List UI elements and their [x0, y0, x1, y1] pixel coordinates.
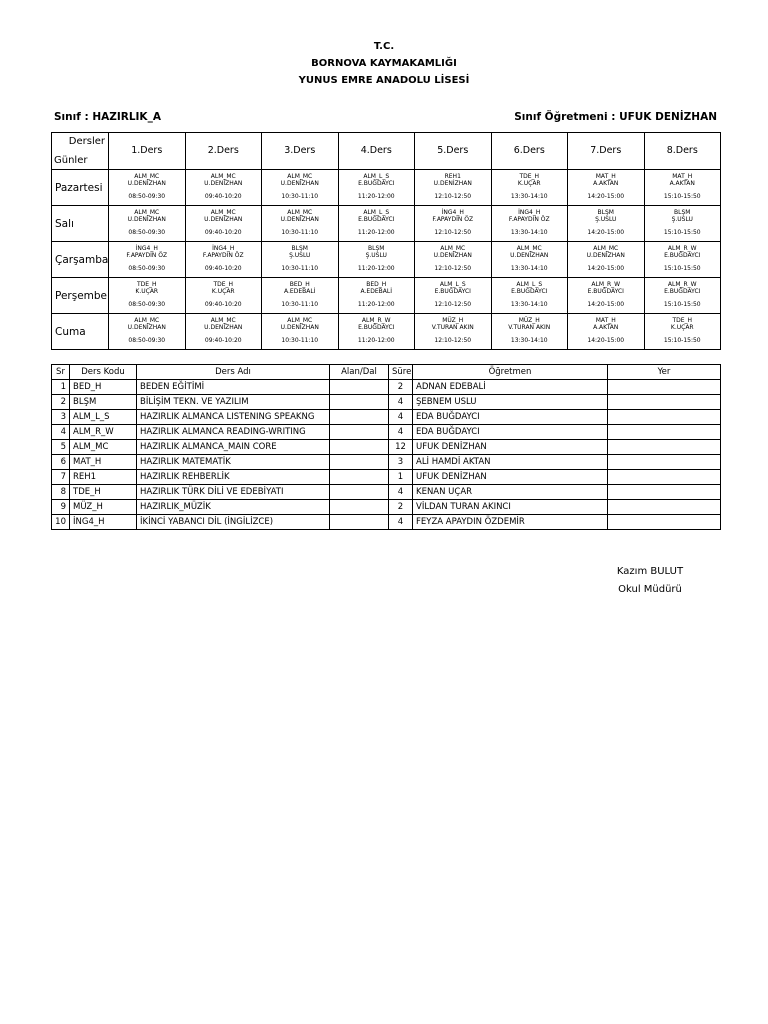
lesson-cell: [262, 278, 339, 314]
lesson-time: 09:40-10:20: [204, 193, 242, 200]
lesson-cell: [185, 206, 262, 242]
course-row: [52, 455, 721, 470]
lesson-time: 08:50-09:30: [128, 301, 166, 308]
lesson-teacher: U.DENİZHAN: [204, 216, 243, 223]
course-sr: 9: [52, 500, 70, 515]
course-duration: 4: [389, 515, 413, 530]
lesson-time: 13:30-14:10: [510, 301, 548, 308]
lesson-time: 08:50-09:30: [128, 193, 166, 200]
course-place: [608, 455, 721, 470]
lesson-teacher: A.AKTAN: [593, 180, 619, 187]
course-code: İNG4_H: [70, 515, 137, 530]
lesson-time: 14:20-15:00: [587, 301, 625, 308]
lesson-cell: [415, 206, 492, 242]
lesson-code: BED_H: [366, 281, 387, 288]
lesson-code: BED_H: [289, 281, 310, 288]
course-place: [608, 410, 721, 425]
lesson-cell: [338, 314, 415, 350]
lesson-cell: [644, 206, 721, 242]
course-name: HAZIRLIK ALMANCA READING-WRITING: [137, 425, 330, 440]
course-header-cell: Ders Adı: [137, 365, 330, 380]
period-header: 7.Ders: [568, 133, 645, 170]
lesson-code: ALM_R_W: [591, 281, 621, 288]
course-header-cell: Süre: [389, 365, 413, 380]
course-name: BİLİŞİM TEKN. VE YAZILIM: [137, 395, 330, 410]
lesson-time: 10:30-11:10: [281, 301, 319, 308]
course-sr: 3: [52, 410, 70, 425]
lesson-code: ALM_MC: [593, 245, 619, 252]
course-place: [608, 395, 721, 410]
course-code: ALM_R_W: [70, 425, 137, 440]
lesson-code: MÜZ_H: [442, 317, 464, 324]
lesson-time: 09:40-10:20: [204, 265, 242, 272]
lesson-code: ALM_MC: [210, 209, 236, 216]
lesson-code: TDE_H: [672, 317, 693, 324]
lesson-cell: [415, 278, 492, 314]
lesson-teacher: Ş.USLU: [365, 252, 387, 259]
course-header-cell: Yer: [608, 365, 721, 380]
course-sr: 6: [52, 455, 70, 470]
course-row: [52, 395, 721, 410]
course-place: [608, 380, 721, 395]
lesson-code: İNG4_H: [441, 209, 464, 216]
course-teacher: EDA BUĞDAYCI: [413, 425, 608, 440]
lesson-cell: [109, 206, 186, 242]
class-name: Sınıf : HAZIRLIK_A: [54, 111, 161, 123]
course-teacher: ADNAN EDEBALİ: [413, 380, 608, 395]
lesson-teacher: E.BUĞDAYCI: [511, 288, 548, 295]
course-place: [608, 500, 721, 515]
lesson-time: 11:20-12:00: [357, 337, 395, 344]
lesson-teacher: U.DENİZHAN: [510, 252, 549, 259]
lesson-teacher: E.BUĞDAYCI: [434, 288, 471, 295]
lesson-code: BLŞM: [597, 209, 614, 216]
course-code: MAT_H: [70, 455, 137, 470]
lesson-time: 15:10-15:50: [663, 337, 701, 344]
course-duration: 4: [389, 410, 413, 425]
lesson-teacher: V.TURAN AKIN: [431, 324, 474, 331]
lesson-time: 10:30-11:10: [281, 265, 319, 272]
lesson-code: ALM_L_S: [363, 209, 390, 216]
lesson-cell: [415, 314, 492, 350]
course-teacher: EDA BUĞDAYCI: [413, 410, 608, 425]
lesson-time: 09:40-10:20: [204, 301, 242, 308]
lesson-cell: [568, 206, 645, 242]
course-name: HAZIRLIK TÜRK DİLİ VE EDEBİYATI: [137, 485, 330, 500]
lesson-teacher: A.AKTAN: [669, 180, 695, 187]
corner-days-label: Günler: [54, 155, 88, 166]
header-tc: T.C.: [373, 41, 395, 52]
course-field: [330, 395, 389, 410]
lesson-code: ALM_MC: [516, 245, 542, 252]
day-name: Çarşamba: [52, 242, 109, 278]
course-code: REH1: [70, 470, 137, 485]
course-name: HAZIRLIK ALMANCA_MAIN CORE: [137, 440, 330, 455]
period-header: 2.Ders: [185, 133, 262, 170]
course-row: [52, 515, 721, 530]
lesson-code: İNG4_H: [212, 245, 235, 252]
course-row: [52, 410, 721, 425]
lesson-code: ALM_R_W: [361, 317, 391, 324]
course-name: HAZIRLIK_MÜZİK: [137, 500, 330, 515]
lesson-time: 12:10-12:50: [434, 229, 472, 236]
timetable: [51, 132, 721, 350]
lesson-time: 10:30-11:10: [281, 193, 319, 200]
lesson-teacher: U.DENİZHAN: [127, 216, 166, 223]
course-row: [52, 425, 721, 440]
lesson-teacher: Ş.USLU: [671, 216, 693, 223]
lesson-teacher: U.DENİZHAN: [280, 324, 319, 331]
lesson-teacher: E.BUĞDAYCI: [358, 216, 395, 223]
lesson-code: ALM_MC: [134, 209, 160, 216]
course-sr: 4: [52, 425, 70, 440]
lesson-cell: [568, 314, 645, 350]
lesson-time: 08:50-09:30: [128, 337, 166, 344]
course-table: [51, 364, 721, 530]
course-duration: 4: [389, 425, 413, 440]
course-row: [52, 500, 721, 515]
lesson-cell: [644, 242, 721, 278]
lesson-cell: [338, 170, 415, 206]
lesson-code: ALM_MC: [134, 173, 160, 180]
lesson-time: 15:10-15:50: [663, 265, 701, 272]
course-sr: 1: [52, 380, 70, 395]
lesson-teacher: V.TURAN AKIN: [508, 324, 551, 331]
period-header: 5.Ders: [415, 133, 492, 170]
lesson-teacher: F.APAYDIN ÖZ: [202, 252, 244, 259]
lesson-teacher: K.UÇAR: [517, 180, 541, 187]
lesson-cell: [338, 206, 415, 242]
lesson-time: 14:20-15:00: [587, 229, 625, 236]
course-sr: 10: [52, 515, 70, 530]
course-duration: 4: [389, 395, 413, 410]
course-header-cell: Öğretmen: [413, 365, 608, 380]
lesson-time: 10:30-11:10: [281, 229, 319, 236]
course-header-cell: Ders Kodu: [70, 365, 137, 380]
lesson-teacher: U.DENİZHAN: [204, 324, 243, 331]
course-duration: 12: [389, 440, 413, 455]
corner-lessons-label: Dersler: [68, 136, 105, 147]
lesson-cell: [185, 242, 262, 278]
lesson-teacher: U.DENİZHAN: [280, 180, 319, 187]
lesson-time: 12:10-12:50: [434, 265, 472, 272]
course-name: HAZIRLIK REHBERLİK: [137, 470, 330, 485]
lesson-cell: [262, 242, 339, 278]
lesson-code: REH1: [444, 173, 461, 180]
lesson-teacher: E.BUĞDAYCI: [664, 252, 701, 259]
course-code: TDE_H: [70, 485, 137, 500]
course-table-header: [52, 365, 721, 380]
lesson-cell: [109, 314, 186, 350]
day-name: Pazartesi: [52, 170, 109, 206]
lesson-teacher: E.BUĞDAYCI: [587, 288, 624, 295]
course-field: [330, 380, 389, 395]
course-field: [330, 515, 389, 530]
day-name: Salı: [52, 206, 109, 242]
course-duration: 1: [389, 470, 413, 485]
course-place: [608, 515, 721, 530]
lesson-cell: [262, 314, 339, 350]
course-place: [608, 440, 721, 455]
course-row: [52, 470, 721, 485]
lesson-cell: [338, 242, 415, 278]
lesson-cell: [415, 170, 492, 206]
day-row: [52, 170, 721, 206]
course-teacher: UFUK DENİZHAN: [413, 440, 608, 455]
timetable-corner: [52, 133, 109, 170]
lesson-cell: [491, 278, 568, 314]
lesson-cell: [491, 242, 568, 278]
lesson-cell: [185, 170, 262, 206]
lesson-time: 13:30-14:10: [510, 265, 548, 272]
lesson-time: 11:20-12:00: [357, 229, 395, 236]
lesson-teacher: F.APAYDIN ÖZ: [432, 216, 474, 223]
course-field: [330, 440, 389, 455]
lesson-code: TDE_H: [136, 281, 157, 288]
course-row: [52, 380, 721, 395]
lesson-time: 15:10-15:50: [663, 193, 701, 200]
lesson-time: 15:10-15:50: [663, 301, 701, 308]
course-name: İKİNCİ YABANCI DİL (İNGİLİZCE): [137, 515, 330, 530]
period-header: 8.Ders: [644, 133, 721, 170]
course-sr: 5: [52, 440, 70, 455]
lesson-code: ALM_MC: [210, 173, 236, 180]
course-field: [330, 500, 389, 515]
lesson-time: 09:40-10:20: [204, 337, 242, 344]
lesson-teacher: U.DENİZHAN: [280, 216, 319, 223]
lesson-code: ALM_MC: [134, 317, 160, 324]
day-name: Cuma: [52, 314, 109, 350]
lesson-teacher: U.DENİZHAN: [127, 180, 166, 187]
class-teacher: Sınıf Öğretmeni : UFUK DENİZHAN: [514, 111, 717, 123]
course-code: BLŞM: [70, 395, 137, 410]
lesson-cell: [109, 242, 186, 278]
day-row: [52, 314, 721, 350]
course-row: [52, 440, 721, 455]
lesson-time: 13:30-14:10: [510, 337, 548, 344]
lesson-teacher: A.EDEBALİ: [360, 288, 392, 295]
course-code: BED_H: [70, 380, 137, 395]
period-header: 3.Ders: [262, 133, 339, 170]
lesson-cell: [415, 242, 492, 278]
course-duration: 4: [389, 485, 413, 500]
lesson-cell: [644, 314, 721, 350]
lesson-cell: [491, 206, 568, 242]
lesson-teacher: F.APAYDIN ÖZ: [126, 252, 168, 259]
lesson-time: 12:10-12:50: [434, 301, 472, 308]
lesson-teacher: Ş.USLU: [289, 252, 311, 259]
lesson-teacher: K.UÇAR: [135, 288, 159, 295]
lesson-code: MÜZ_H: [518, 317, 540, 324]
lesson-teacher: U.DENİZHAN: [586, 252, 625, 259]
lesson-teacher: E.BUĞDAYCI: [664, 288, 701, 295]
period-header: 6.Ders: [491, 133, 568, 170]
day-row: [52, 278, 721, 314]
lesson-time: 13:30-14:10: [510, 193, 548, 200]
course-duration: 2: [389, 380, 413, 395]
lesson-teacher: K.UÇAR: [670, 324, 694, 331]
principal-name: Kazım BULUT: [616, 566, 684, 577]
course-header-cell: Alan/Dal: [330, 365, 389, 380]
lesson-code: ALM_R_W: [667, 245, 697, 252]
lesson-time: 15:10-15:50: [663, 229, 701, 236]
course-duration: 3: [389, 455, 413, 470]
lesson-code: ALM_MC: [287, 317, 313, 324]
lesson-code: TDE_H: [213, 281, 234, 288]
lesson-code: ALM_L_S: [363, 173, 390, 180]
course-place: [608, 485, 721, 500]
lesson-time: 14:20-15:00: [587, 337, 625, 344]
course-field: [330, 425, 389, 440]
lesson-code: TDE_H: [519, 173, 540, 180]
lesson-code: ALM_R_W: [667, 281, 697, 288]
course-place: [608, 470, 721, 485]
lesson-time: 11:20-12:00: [357, 265, 395, 272]
course-teacher: UFUK DENİZHAN: [413, 470, 608, 485]
course-field: [330, 410, 389, 425]
course-field: [330, 455, 389, 470]
lesson-time: 14:20-15:00: [587, 265, 625, 272]
lesson-cell: [109, 170, 186, 206]
lesson-teacher: A.AKTAN: [593, 324, 619, 331]
lesson-code: BLŞM: [291, 245, 308, 252]
lesson-time: 09:40-10:20: [204, 229, 242, 236]
lesson-cell: [644, 278, 721, 314]
lesson-teacher: F.APAYDIN ÖZ: [508, 216, 550, 223]
lesson-teacher: U.DENİZHAN: [433, 180, 472, 187]
lesson-code: ALM_MC: [287, 209, 313, 216]
period-header: 1.Ders: [109, 133, 186, 170]
lesson-time: 08:50-09:30: [128, 229, 166, 236]
lesson-time: 14:20-15:00: [587, 193, 625, 200]
lesson-teacher: E.BUĞDAYCI: [358, 180, 395, 187]
lesson-code: ALM_MC: [440, 245, 466, 252]
course-code: ALM_L_S: [70, 410, 137, 425]
lesson-teacher: Ş.USLU: [595, 216, 617, 223]
lesson-cell: [568, 242, 645, 278]
lesson-teacher: K.UÇAR: [211, 288, 235, 295]
lesson-code: ALM_MC: [210, 317, 236, 324]
course-code: MÜZ_H: [70, 500, 137, 515]
lesson-code: ALM_MC: [287, 173, 313, 180]
course-field: [330, 485, 389, 500]
lesson-code: İNG4_H: [518, 209, 541, 216]
lesson-code: ALM_L_S: [516, 281, 543, 288]
header-district: BORNOVA KAYMAKAMLIĞI: [311, 58, 457, 69]
course-name: BEDEN EĞİTİMİ: [137, 380, 330, 395]
lesson-time: 08:50-09:30: [128, 265, 166, 272]
lesson-cell: [185, 314, 262, 350]
course-name: HAZIRLIK MATEMATİK: [137, 455, 330, 470]
course-sr: 2: [52, 395, 70, 410]
course-teacher: ALİ HAMDİ AKTAN: [413, 455, 608, 470]
course-sr: 7: [52, 470, 70, 485]
lesson-time: 12:10-12:50: [434, 337, 472, 344]
lesson-teacher: U.DENİZHAN: [127, 324, 166, 331]
period-header: 4.Ders: [338, 133, 415, 170]
course-field: [330, 470, 389, 485]
course-teacher: VİLDAN TURAN AKINCI: [413, 500, 608, 515]
lesson-teacher: A.EDEBALİ: [284, 288, 316, 295]
course-teacher: FEYZA APAYDIN ÖZDEMİR: [413, 515, 608, 530]
lesson-code: BLŞM: [368, 245, 385, 252]
day-row: [52, 242, 721, 278]
lesson-cell: [262, 206, 339, 242]
course-header-cell: Sr: [52, 365, 70, 380]
lesson-time: 13:30-14:10: [510, 229, 548, 236]
lesson-teacher: U.DENİZHAN: [433, 252, 472, 259]
lesson-code: MAT_H: [595, 317, 616, 324]
lesson-code: ALM_L_S: [439, 281, 466, 288]
lesson-cell: [109, 278, 186, 314]
lesson-teacher: U.DENİZHAN: [204, 180, 243, 187]
lesson-cell: [491, 170, 568, 206]
course-teacher: ŞEBNEM USLU: [413, 395, 608, 410]
header-school: YUNUS EMRE ANADOLU LİSESİ: [298, 75, 470, 86]
lesson-code: BLŞM: [674, 209, 691, 216]
lesson-cell: [262, 170, 339, 206]
lesson-teacher: E.BUĞDAYCI: [358, 324, 395, 331]
course-sr: 8: [52, 485, 70, 500]
lesson-time: 12:10-12:50: [434, 193, 472, 200]
lesson-cell: [185, 278, 262, 314]
course-code: ALM_MC: [70, 440, 137, 455]
course-duration: 2: [389, 500, 413, 515]
course-teacher: KENAN UÇAR: [413, 485, 608, 500]
course-place: [608, 425, 721, 440]
principal-title: Okul Müdürü: [618, 584, 682, 595]
lesson-code: İNG4_H: [135, 245, 158, 252]
lesson-time: 11:20-12:00: [357, 301, 395, 308]
lesson-time: 11:20-12:00: [357, 193, 395, 200]
course-name: HAZIRLIK ALMANCA LISTENING SPEAKNG: [137, 410, 330, 425]
lesson-time: 10:30-11:10: [281, 337, 319, 344]
lesson-code: MAT_H: [672, 173, 693, 180]
day-row: [52, 206, 721, 242]
lesson-cell: [491, 314, 568, 350]
day-name: Perşembe: [52, 278, 109, 314]
lesson-cell: [338, 278, 415, 314]
lesson-cell: [568, 170, 645, 206]
lesson-cell: [644, 170, 721, 206]
lesson-code: MAT_H: [595, 173, 616, 180]
lesson-cell: [568, 278, 645, 314]
course-row: [52, 485, 721, 500]
